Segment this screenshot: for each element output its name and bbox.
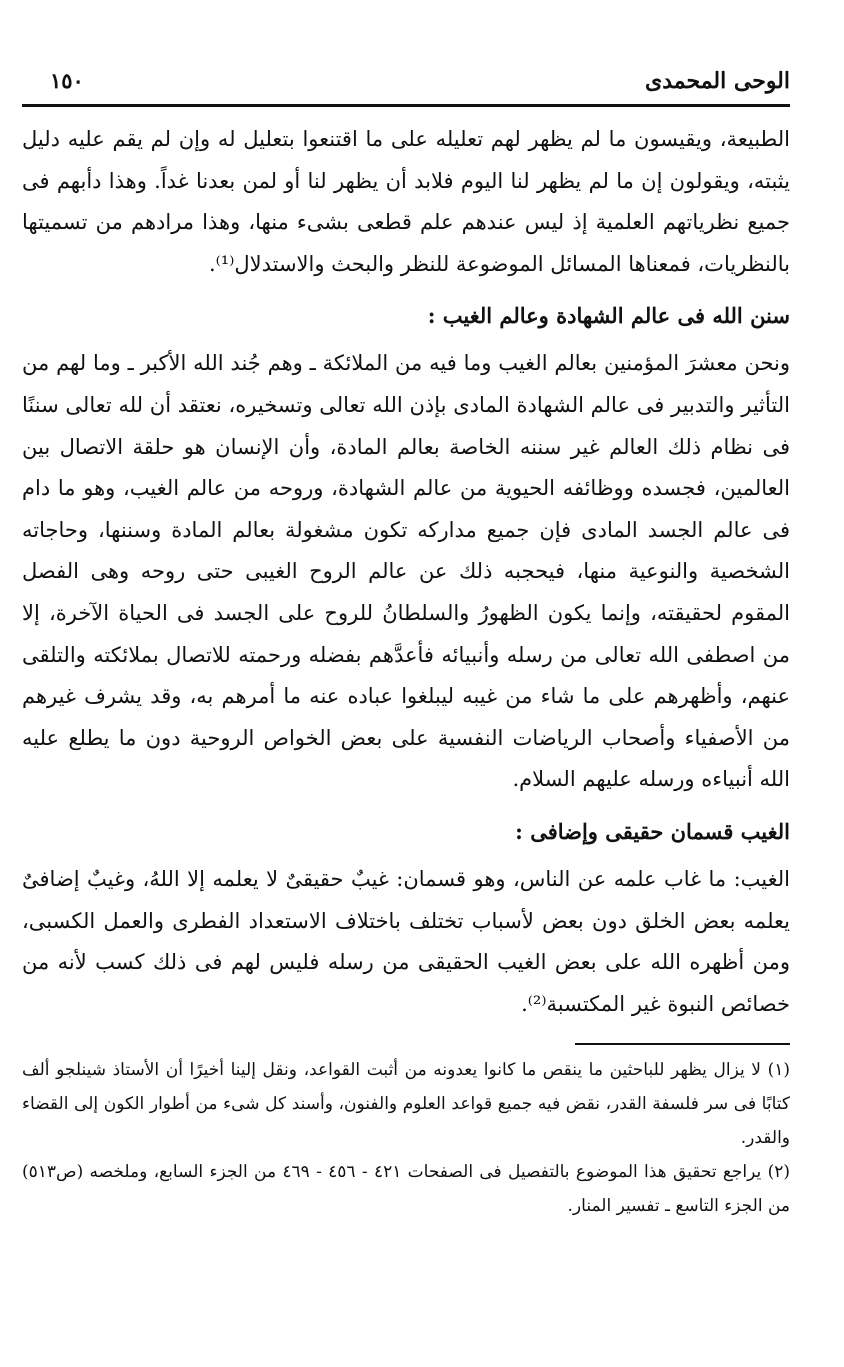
page-number: ١٥٠ xyxy=(50,68,84,93)
footnote-divider xyxy=(575,1043,790,1045)
paragraph-ghayb: الغيب: ما غاب علمه عن الناس، وهو قسمان: غيبٌ حقيقىٌ لا يعلمه إلا اللهُ، وغيبٌ إضافىٌ يعلمه بعض الخلق دون بعض لأسباب تختلف باختلاف الاستعداد الفطرى والعمل الكسبى، ومن أظهره الله على بعض الغيب الحقيقى من رسله فليس لهم فى ذلك كسب لأنه من خصائص النبوة غير المكتسبة⁽²⁾. xyxy=(22,866,790,1016)
running-title: الوحى المحمدى xyxy=(645,68,790,94)
section-heading-sunan: سنن الله فى عالم الشهادة وعالم الغيب : xyxy=(427,303,790,329)
footnote-2: (٢) يراجع تحقيق هذا الموضوع بالتفصيل فى الصفحات ٤٢١ - ٤٥٦ - ٤٦٩ من الجزء السابع، وملخصه (ص٥١٣) من الجزء التاسع ـ تفسير المنار. xyxy=(22,1162,790,1217)
paragraph-sunan: ونحن معشرَ المؤمنين بعالم الغيب وما فيه من الملائكة ـ وهم جُند الله الأكبر ـ وما لهم من التأثير والتدبير فى عالم الشهادة المادى بإذن الله تعالى وتسخيره، نعتقد أن لله تعالى سننًا فى نظام ذلك العالم غير سننه الخاصة بعالم المادة، وأن الإنسان هو حلقة الاتصال بين العالمين، فجسده ووظائفه الحيوية من عالم الشهادة، وروحه من عالم الغيب، وهو ما دام فى عالم الجسد المادى فإن جميع مداركه تكون مشغولة بعالم المادة وسننها، وحاجاته الشخصية والنوعية منها، فيحجبه ذلك عن عالم الروح الغيبى حتى روحه وهى الفصل المقوم لحقيقته، وإنما يكون الظهورُ والسلطانُ للروح على الجسد فى الحياة الآخرة، إلا من اصطفى الله تعالى من رسله وأنبيائه فأعدَّهم بفضله ورحمته للاتصال بملائكته والتلقى عنهم، وأظهرهم على ما شاء من غيبه ليبلغوا عباده عنه ما أمرهم به، وقد يشرف غيرهم من الأصفياء وأصحاب الرياضات النفسية على بعض الخواص الروحية دون ما يطلع عليه الله أنبياءه ورسله عليهم السلام. xyxy=(22,351,790,792)
section-heading-ghayb: الغيب قسمان حقيقى وإضافى : xyxy=(515,818,790,844)
paragraph-intro: الطبيعة، ويقيسون ما لم يظهر لهم تعليله على ما اقتنعوا بتعليل له وإن لم يقم عليه دليل يثبته، ويقولون إن ما لم يظهر لنا اليوم فلابد أن يظهر لنا أو لمن بعدنا غداً. وهذا دأبهم فى جميع نظرياتهم العلمية إذ ليس عندهم علم قطعى بشىء منها، وهذا مرادهم من تسميتها بالنظريات، فمعناها المسائل الموضوعة للنظر والبحث والاستدلال⁽¹⁾. xyxy=(22,127,790,276)
footnote-1: (١) لا يزال يظهر للباحثين ما ينقص ما كانوا يعدونه من أثبت القواعد، ونقل إلينا أخيرًا أن الأستاذ شينلجو ألف كتابًا فى سر فلسفة القدر، نقض فيه جميع قواعد العلوم والفنون، وأسند كل شىء من أطوار الكون إلى القضاء والقدر. xyxy=(22,1060,790,1149)
page-header xyxy=(22,58,790,107)
footnotes xyxy=(22,1053,790,1223)
main-text xyxy=(22,119,790,1025)
